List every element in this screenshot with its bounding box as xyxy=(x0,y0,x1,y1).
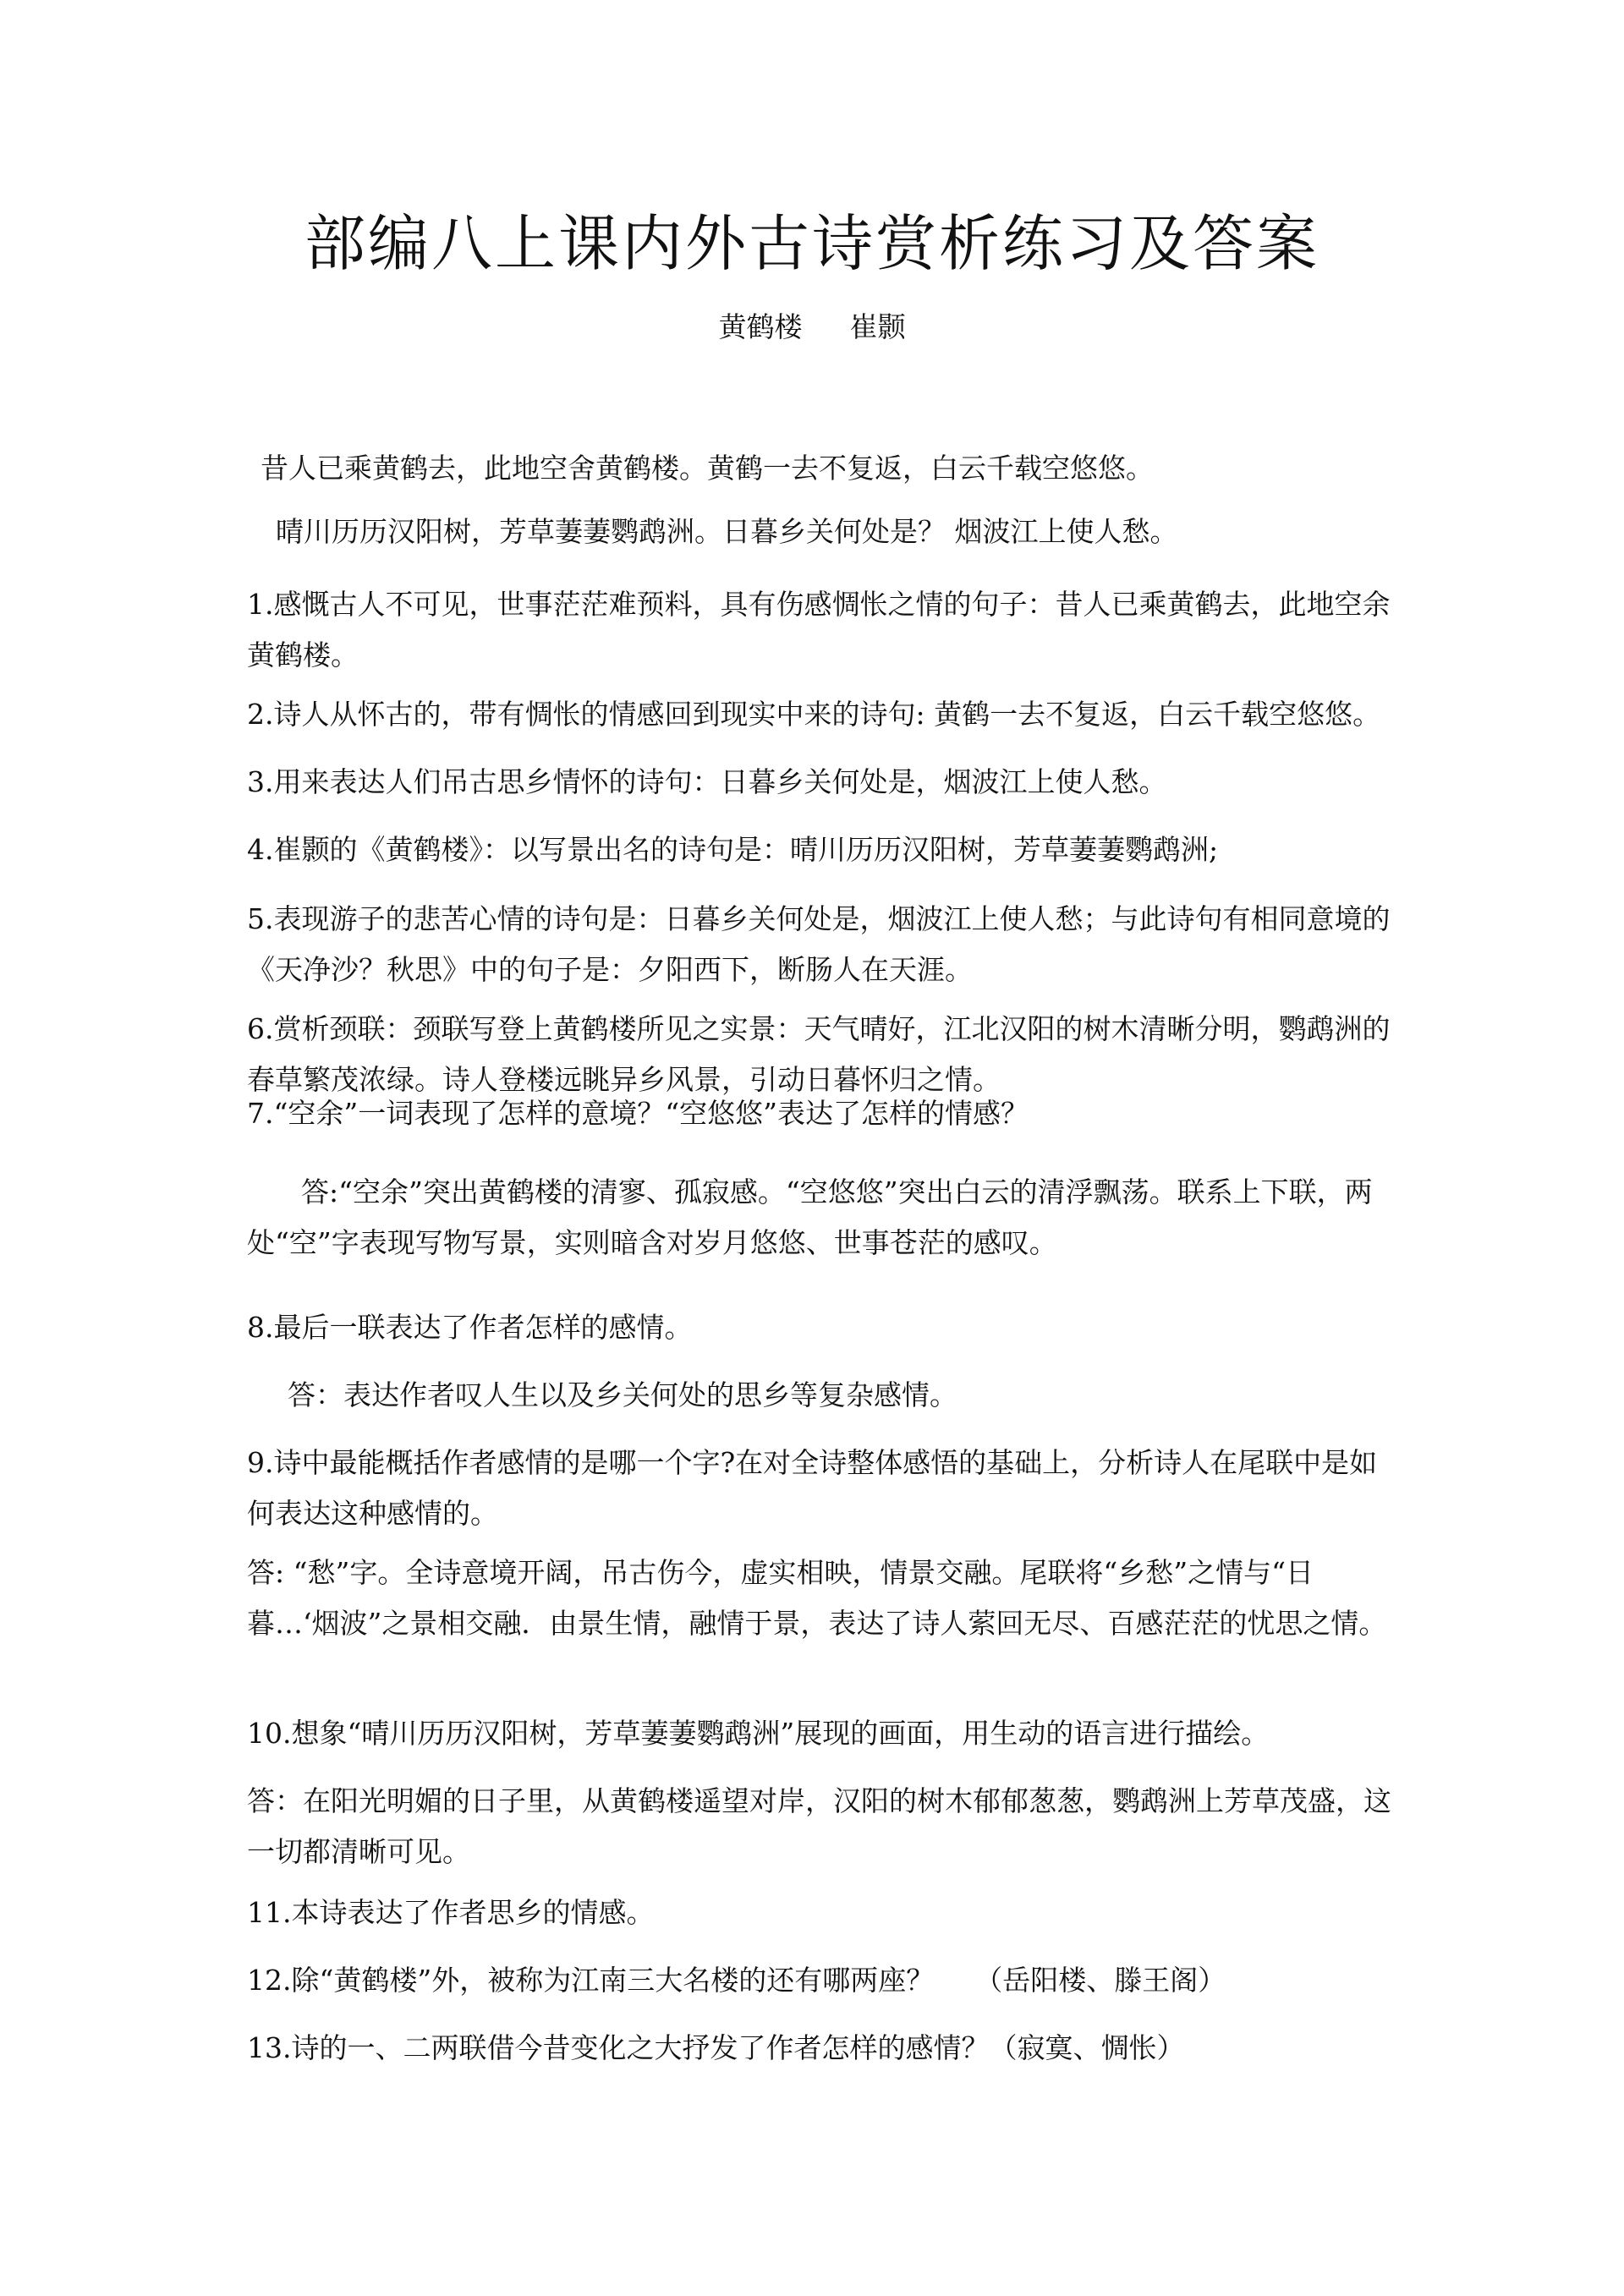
answer-9: 答: “愁”字。全诗意境开阔，吊古伤今，虚实相映，情景交融。尾联将“乡愁”之情与“日暮…‘烟波”之景相交融．由景生情，融情于景，表达了诗人萦回无尽、百感茫茫的忧思之情。 xyxy=(247,1556,1387,1640)
question-3: 3.用来表达人们吊古思乡情怀的诗句：日暮乡关何处是，烟波江上使人愁。 xyxy=(247,765,1167,798)
question-8: 8.最后一联表达了作者怎样的感情。 xyxy=(247,1311,693,1344)
question-12-text: 12.除“黄鹤楼”外，被称为江南三大名楼的还有哪两座？ xyxy=(247,1964,935,1997)
question-5: 5.表现游子的悲苦心情的诗句是：日暮乡关何处是，烟波江上使人愁；与此诗句有相同意境的《天净沙？秋思》中的句子是：夕阳西下，断肠人在天涯。 xyxy=(247,902,1391,986)
poem-line-1: 昔人已乘黄鹤去，此地空舍黄鹤楼。黄鹤一去不复返，白云千载空悠悠。 xyxy=(261,452,1154,485)
poem-title: 黄鹤楼 xyxy=(718,310,803,343)
question-2: 2.诗人从怀古的，带有惆怅的情感回到现实中来的诗句: 黄鹤一去不复返，白云千载空悠悠。 xyxy=(247,698,1381,731)
question-13: 13.诗的一、二两联借今昔变化之大抒发了作者怎样的感情？（寂寞、惆怅） xyxy=(247,2031,1185,2064)
document-title: 部编八上课内外古诗赏析练习及答案 xyxy=(304,208,1320,279)
answer-10: 答：在阳光明媚的日子里，从黄鹤楼遥望对岸，汉阳的树木郁郁葱葱，鹦鹉洲上芳草茂盛，这一切都清晰可见。 xyxy=(247,1784,1391,1868)
answer-7: 答:“空余”突出黄鹤楼的清寥、孤寂感。“空悠悠”突出白云的清浮飘荡。联系上下联，两处“空”字表现写物写景，实则暗含对岁月悠悠、世事苍茫的感叹。 xyxy=(247,1175,1373,1259)
question-1: 1.感慨古人不可见，世事茫茫难预料，具有伤感惆怅之情的句子：昔人已乘黄鹤去，此地空余黄鹤楼。 xyxy=(247,588,1391,671)
question-4: 4.崔颢的《黄鹤楼》：以写景出名的诗句是：晴川历历汉阳树，芳草萋萋鹦鹉洲; xyxy=(247,833,1219,866)
question-11: 11.本诗表达了作者思乡的情感。 xyxy=(247,1896,655,1929)
question-12-answer: （岳阳楼、滕王阁） xyxy=(974,1964,1226,1997)
poem-header xyxy=(0,306,1624,348)
answer-8: 答：表达作者叹人生以及乡关何处的思乡等复杂感情。 xyxy=(288,1378,957,1411)
question-10: 10.想象“晴川历历汉阳树，芳草萋萋鹦鹉洲”展现的画面，用生动的语言进行描绘。 xyxy=(247,1717,1270,1750)
question-7: 7.“空余”一词表现了怎样的意境？“空悠悠”表达了怎样的情感？ xyxy=(247,1097,1029,1130)
question-9: 9.诗中最能概括作者感情的是哪一个字?在对全诗整体感悟的基础上，分析诗人在尾联中是如何表达这种感情的。 xyxy=(247,1446,1378,1530)
poem-line-2: 晴川历历汉阳树，芳草萋萋鹦鹉洲。日暮乡关何处是？ 烟波江上使人愁。 xyxy=(276,515,1178,548)
question-12 xyxy=(247,1955,1402,2006)
question-6: 6.赏析颈联：颈联写登上黄鹤楼所见之实景：天气晴好，江北汉阳的树木清晰分明，鹦鹉洲的春草繁茂浓绿。诗人登楼远眺异乡风景，引动日暮怀归之情。 xyxy=(247,1012,1391,1096)
poem-author: 崔颢 xyxy=(849,310,906,343)
